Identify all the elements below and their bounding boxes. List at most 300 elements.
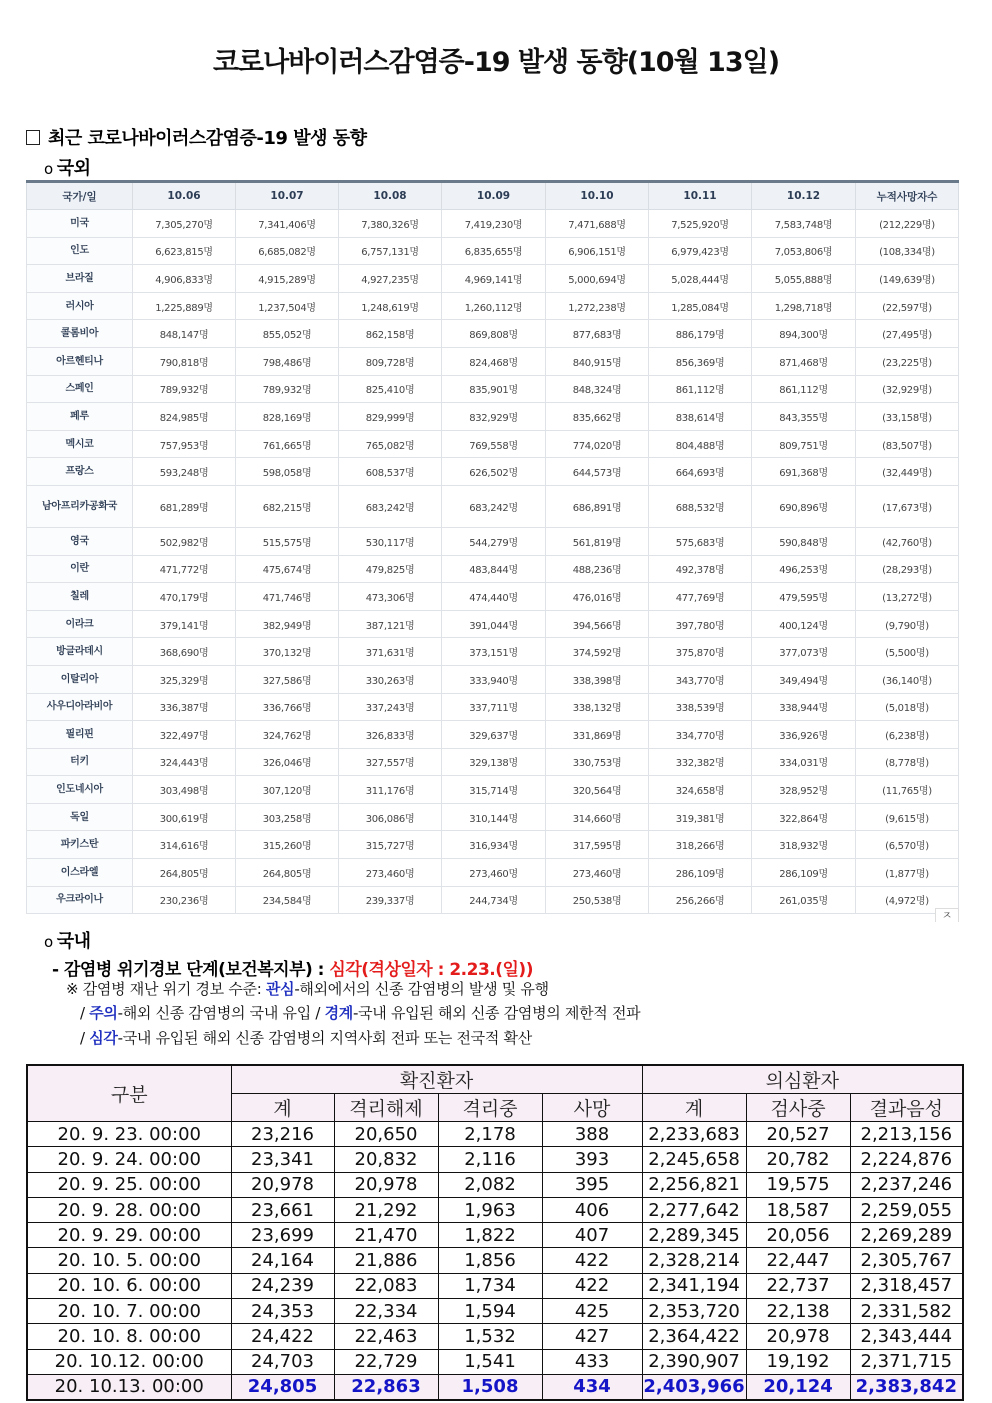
cumulative-deaths-cell: (28,293명) [856, 555, 959, 583]
page-title: 코로나바이러스감염증-19 발생 동향(10월 13일) [212, 47, 780, 78]
cumulative-deaths-cell: (4,972명) [856, 886, 959, 914]
cumulative-deaths-cell: (36,140명) [856, 665, 959, 693]
cases-cell: 496,253명 [752, 555, 856, 583]
count-cell: 1,508 [438, 1374, 542, 1399]
cases-cell: 338,539명 [649, 693, 752, 721]
table-row [27, 886, 959, 914]
deaths-header: 사망 [542, 1094, 642, 1122]
country-name: 이란 [27, 555, 133, 583]
cases-cell: 6,623,815명 [133, 237, 236, 265]
count-cell: 20,978 [334, 1172, 438, 1197]
cases-cell: 590,848명 [752, 527, 856, 555]
cases-cell: 320,564명 [546, 776, 649, 804]
country-name: 파키스탄 [27, 831, 133, 859]
count-cell: 2,289,345 [642, 1223, 746, 1248]
table-row [27, 803, 959, 831]
cases-cell: 686,891명 [546, 485, 649, 527]
count-cell: 22,729 [334, 1349, 438, 1374]
alert-level-line: - 감염병 위기경보 단계(보건복지부) : 심각(격상일자 : 2.23.(일)) [52, 960, 533, 980]
cases-cell: 315,260명 [236, 831, 339, 859]
cases-cell: 862,158명 [339, 320, 442, 348]
cumulative-deaths-cell: (8,778명) [856, 748, 959, 776]
category-header: 구분 [27, 1065, 231, 1122]
cases-cell: 798,486명 [236, 347, 339, 375]
cases-cell: 331,869명 [546, 721, 649, 749]
cases-cell: 343,770명 [649, 665, 752, 693]
count-cell: 24,805 [231, 1374, 334, 1399]
cases-cell: 230,236명 [133, 886, 236, 914]
cases-cell: 315,727명 [339, 831, 442, 859]
cases-cell: 530,117명 [339, 527, 442, 555]
country-date-header: 국가/일 [27, 182, 133, 210]
cases-cell: 6,979,423명 [649, 237, 752, 265]
cumulative-deaths-cell: (6,238명) [856, 721, 959, 749]
level-name-caution: 주의 [89, 1004, 118, 1022]
cases-cell: 483,844명 [442, 555, 546, 583]
cases-cell: 690,896명 [752, 485, 856, 527]
alert-note-line-1: ※ 감염병 재난 위기 경보 수준: 관심-해외에서의 신종 감염병의 발생 및 유행 [66, 980, 549, 998]
cases-cell: 316,934명 [442, 831, 546, 859]
date-cell: 20. 9. 29. 00:00 [27, 1223, 231, 1248]
cases-cell: 239,337명 [339, 886, 442, 914]
table-row [27, 1299, 963, 1324]
count-cell: 2,305,767 [850, 1248, 963, 1273]
cases-cell: 593,248명 [133, 458, 236, 486]
cases-cell: 264,805명 [133, 859, 236, 887]
count-cell: 1,541 [438, 1349, 542, 1374]
cases-cell: 886,179명 [649, 320, 752, 348]
cases-cell: 869,808명 [442, 320, 546, 348]
date-cell: 20. 9. 28. 00:00 [27, 1197, 231, 1222]
cases-cell: 894,300명 [752, 320, 856, 348]
cases-cell: 5,028,444명 [649, 265, 752, 293]
cases-cell: 7,525,920명 [649, 210, 752, 238]
cases-cell: 394,566명 [546, 610, 649, 638]
count-cell: 2,403,966 [642, 1374, 746, 1399]
table-row [27, 210, 959, 238]
foreign-heading: ο 국외 [44, 158, 91, 179]
domestic-heading: ο 국내 [44, 931, 91, 952]
cases-cell: 318,932명 [752, 831, 856, 859]
count-cell: 406 [542, 1197, 642, 1222]
count-cell: 1,594 [438, 1299, 542, 1324]
alert-level-value: 심각(격상일자 : 2.23.(일)) [329, 960, 533, 980]
cases-cell: 809,751명 [752, 430, 856, 458]
cases-cell: 306,086명 [339, 803, 442, 831]
count-cell: 20,124 [746, 1374, 850, 1399]
date-cell: 20. 10.12. 00:00 [27, 1349, 231, 1374]
cases-cell: 828,169명 [236, 403, 339, 431]
cases-cell: 379,141명 [133, 610, 236, 638]
country-name: 이탈리아 [27, 665, 133, 693]
country-name: 페루 [27, 403, 133, 431]
cases-cell: 250,538명 [546, 886, 649, 914]
count-cell: 1,963 [438, 1197, 542, 1222]
count-cell: 2,213,156 [850, 1122, 963, 1147]
table-row [27, 403, 959, 431]
cases-cell: 374,592명 [546, 638, 649, 666]
cases-cell: 382,949명 [236, 610, 339, 638]
country-name: 브라질 [27, 265, 133, 293]
count-cell: 2,178 [438, 1122, 542, 1147]
country-name: 멕시코 [27, 430, 133, 458]
count-cell: 422 [542, 1248, 642, 1273]
count-cell: 2,233,683 [642, 1122, 746, 1147]
date-cell: 20. 10. 7. 00:00 [27, 1299, 231, 1324]
cases-cell: 825,410명 [339, 375, 442, 403]
cases-cell: 683,242명 [442, 485, 546, 527]
country-name: 인도 [27, 237, 133, 265]
count-cell: 21,470 [334, 1223, 438, 1248]
cases-cell: 264,805명 [236, 859, 339, 887]
cases-cell: 488,236명 [546, 555, 649, 583]
count-cell: 22,138 [746, 1299, 850, 1324]
count-cell: 1,532 [438, 1324, 542, 1349]
cases-cell: 761,665명 [236, 430, 339, 458]
cases-cell: 474,440명 [442, 583, 546, 611]
country-name: 사우디아라비아 [27, 693, 133, 721]
cases-cell: 479,595명 [752, 583, 856, 611]
table-row [27, 665, 959, 693]
count-cell: 2,328,214 [642, 1248, 746, 1273]
cases-cell: 334,770명 [649, 721, 752, 749]
cases-cell: 856,369명 [649, 347, 752, 375]
count-cell: 2,116 [438, 1147, 542, 1172]
testing-header: 검사중 [746, 1094, 850, 1122]
cumulative-deaths-cell: (23,225명) [856, 347, 959, 375]
cases-cell: 336,766명 [236, 693, 339, 721]
cases-cell: 322,497명 [133, 721, 236, 749]
cases-cell: 7,305,270명 [133, 210, 236, 238]
level-name-serious: 심각 [89, 1029, 118, 1047]
cases-cell: 832,929명 [442, 403, 546, 431]
count-cell: 21,292 [334, 1197, 438, 1222]
cases-cell: 691,368명 [752, 458, 856, 486]
cases-cell: 824,985명 [133, 403, 236, 431]
cases-cell: 324,443명 [133, 748, 236, 776]
cases-cell: 326,833명 [339, 721, 442, 749]
cases-cell: 877,683명 [546, 320, 649, 348]
cases-cell: 688,532명 [649, 485, 752, 527]
table-row [27, 430, 959, 458]
country-name: 이스라엘 [27, 859, 133, 887]
cases-cell: 861,112명 [752, 375, 856, 403]
cases-cell: 835,662명 [546, 403, 649, 431]
cases-cell: 683,242명 [339, 485, 442, 527]
table-row [27, 347, 959, 375]
cases-cell: 848,147명 [133, 320, 236, 348]
cases-cell: 327,557명 [339, 748, 442, 776]
count-cell: 22,447 [746, 1248, 850, 1273]
cases-cell: 397,780명 [649, 610, 752, 638]
cases-cell: 307,120명 [236, 776, 339, 804]
cumulative-deaths-cell: (1,877명) [856, 859, 959, 887]
cumulative-deaths-cell: (212,229명) [856, 210, 959, 238]
count-cell: 2,082 [438, 1172, 542, 1197]
cases-cell: 329,637명 [442, 721, 546, 749]
count-cell: 2,245,658 [642, 1147, 746, 1172]
cases-cell: 475,674명 [236, 555, 339, 583]
count-cell: 2,364,422 [642, 1324, 746, 1349]
date-column-header: 10.12 [752, 182, 856, 210]
cases-cell: 664,693명 [649, 458, 752, 486]
cases-cell: 598,058명 [236, 458, 339, 486]
country-name: 인도네시아 [27, 776, 133, 804]
count-cell: 2,277,642 [642, 1197, 746, 1222]
cases-cell: 5,000,694명 [546, 265, 649, 293]
circle-bullet-icon: ο [44, 160, 53, 178]
count-cell: 433 [542, 1349, 642, 1374]
country-name: 콜롬비아 [27, 320, 133, 348]
cumulative-deaths-cell: (5,500명) [856, 638, 959, 666]
count-cell: 19,575 [746, 1172, 850, 1197]
table-row [27, 583, 959, 611]
country-name: 이라크 [27, 610, 133, 638]
cases-cell: 871,468명 [752, 347, 856, 375]
cases-cell: 328,952명 [752, 776, 856, 804]
cases-cell: 7,471,688명 [546, 210, 649, 238]
cases-cell: 544,279명 [442, 527, 546, 555]
count-cell: 18,587 [746, 1197, 850, 1222]
count-cell: 395 [542, 1172, 642, 1197]
cases-cell: 286,109명 [649, 859, 752, 887]
cases-cell: 336,387명 [133, 693, 236, 721]
table-row [27, 375, 959, 403]
cases-cell: 790,818명 [133, 347, 236, 375]
confirmed-group-header: 확진환자 [231, 1065, 642, 1094]
cumulative-deaths-cell: (17,673명) [856, 485, 959, 527]
count-cell: 2,259,055 [850, 1197, 963, 1222]
count-cell: 425 [542, 1299, 642, 1324]
alert-note-line-2: / 주의-해외 신종 감염병의 국내 유입 / 경계-국내 유입된 해외 신종 감염병의 제한적 전파 [80, 1004, 641, 1022]
cases-cell: 400,124명 [752, 610, 856, 638]
count-cell: 23,216 [231, 1122, 334, 1147]
cases-cell: 765,082명 [339, 430, 442, 458]
cumulative-deaths-cell: (13,272명) [856, 583, 959, 611]
count-cell: 1,734 [438, 1273, 542, 1298]
table-row [27, 776, 959, 804]
count-cell: 21,886 [334, 1248, 438, 1273]
cumulative-deaths-header: 누적사망자수 [856, 182, 959, 210]
cases-cell: 319,381명 [649, 803, 752, 831]
cases-cell: 476,016명 [546, 583, 649, 611]
country-name: 칠레 [27, 583, 133, 611]
country-name: 러시아 [27, 292, 133, 320]
count-cell: 2,343,444 [850, 1324, 963, 1349]
domestic-cases-table [26, 1064, 964, 1401]
count-cell: 2,237,246 [850, 1172, 963, 1197]
count-cell: 24,239 [231, 1273, 334, 1298]
cases-cell: 835,901명 [442, 375, 546, 403]
cases-cell: 4,927,235명 [339, 265, 442, 293]
country-name: 터키 [27, 748, 133, 776]
date-cell: 20. 9. 25. 00:00 [27, 1172, 231, 1197]
cases-cell: 244,734명 [442, 886, 546, 914]
cases-cell: 338,944명 [752, 693, 856, 721]
cases-cell: 368,690명 [133, 638, 236, 666]
scroll-top-button[interactable]: ㅈ [935, 908, 959, 922]
cases-cell: 471,746명 [236, 583, 339, 611]
cases-cell: 311,176명 [339, 776, 442, 804]
cases-cell: 6,757,131명 [339, 237, 442, 265]
country-name: 독일 [27, 803, 133, 831]
cases-cell: 1,260,112명 [442, 292, 546, 320]
cases-cell: 848,324명 [546, 375, 649, 403]
suspected-group-header: 의심환자 [642, 1065, 963, 1094]
cases-cell: 1,298,718명 [752, 292, 856, 320]
date-cell: 20. 9. 24. 00:00 [27, 1147, 231, 1172]
cases-cell: 681,289명 [133, 485, 236, 527]
count-cell: 2,256,821 [642, 1172, 746, 1197]
country-name: 아르헨티나 [27, 347, 133, 375]
cases-cell: 1,248,619명 [339, 292, 442, 320]
cases-cell: 375,870명 [649, 638, 752, 666]
cases-cell: 327,586명 [236, 665, 339, 693]
count-cell: 427 [542, 1324, 642, 1349]
cases-cell: 774,020명 [546, 430, 649, 458]
cases-cell: 843,355명 [752, 403, 856, 431]
date-cell: 20. 10. 5. 00:00 [27, 1248, 231, 1273]
cumulative-deaths-cell: (6,570명) [856, 831, 959, 859]
count-cell: 22,737 [746, 1273, 850, 1298]
table-row [27, 831, 959, 859]
isolated-header: 격리중 [438, 1094, 542, 1122]
cases-cell: 387,121명 [339, 610, 442, 638]
table-row [27, 859, 959, 887]
cases-cell: 682,215명 [236, 485, 339, 527]
cases-cell: 337,711명 [442, 693, 546, 721]
count-cell: 1,856 [438, 1248, 542, 1273]
cases-cell: 1,237,504명 [236, 292, 339, 320]
date-column-header: 10.10 [546, 182, 649, 210]
cumulative-deaths-cell: (42,760명) [856, 527, 959, 555]
cases-cell: 330,753명 [546, 748, 649, 776]
cases-cell: 1,225,889명 [133, 292, 236, 320]
count-cell: 23,661 [231, 1197, 334, 1222]
count-cell: 20,056 [746, 1223, 850, 1248]
cases-cell: 324,762명 [236, 721, 339, 749]
cumulative-deaths-cell: (9,615명) [856, 803, 959, 831]
count-cell: 2,390,907 [642, 1349, 746, 1374]
country-name: 필리핀 [27, 721, 133, 749]
cases-cell: 334,031명 [752, 748, 856, 776]
cases-cell: 479,825명 [339, 555, 442, 583]
cases-cell: 273,460명 [339, 859, 442, 887]
cumulative-deaths-cell: (11,765명) [856, 776, 959, 804]
cases-cell: 317,595명 [546, 831, 649, 859]
table-row [27, 485, 959, 527]
country-name: 남아프리카공화국 [27, 485, 133, 527]
cases-cell: 861,112명 [649, 375, 752, 403]
count-cell: 407 [542, 1223, 642, 1248]
square-bullet-icon [26, 130, 40, 145]
cases-cell: 337,243명 [339, 693, 442, 721]
table-row [27, 237, 959, 265]
country-name: 프랑스 [27, 458, 133, 486]
count-cell: 2,341,194 [642, 1273, 746, 1298]
cases-cell: 315,714명 [442, 776, 546, 804]
cumulative-deaths-cell: (32,929명) [856, 375, 959, 403]
count-cell: 422 [542, 1273, 642, 1298]
country-name: 미국 [27, 210, 133, 238]
cases-cell: 349,494명 [752, 665, 856, 693]
count-cell: 2,353,720 [642, 1299, 746, 1324]
domestic-group-header-row [27, 1065, 963, 1094]
cases-cell: 273,460명 [546, 859, 649, 887]
cases-cell: 471,772명 [133, 555, 236, 583]
count-cell: 2,383,842 [850, 1374, 963, 1399]
count-cell: 22,463 [334, 1324, 438, 1349]
count-cell: 20,782 [746, 1147, 850, 1172]
level-name-alert: 경계 [324, 1004, 353, 1022]
count-cell: 24,353 [231, 1299, 334, 1324]
cumulative-deaths-cell: (27,495명) [856, 320, 959, 348]
cases-cell: 318,266명 [649, 831, 752, 859]
table-row [27, 610, 959, 638]
cases-cell: 330,263명 [339, 665, 442, 693]
cases-cell: 644,573명 [546, 458, 649, 486]
table-row [27, 292, 959, 320]
cumulative-deaths-cell: (149,639명) [856, 265, 959, 293]
cases-cell: 338,398명 [546, 665, 649, 693]
count-cell: 1,822 [438, 1223, 542, 1248]
count-cell: 22,863 [334, 1374, 438, 1399]
cases-cell: 303,498명 [133, 776, 236, 804]
count-cell: 20,978 [231, 1172, 334, 1197]
table-row [27, 555, 959, 583]
suspected-total-header: 계 [642, 1094, 746, 1122]
count-cell: 24,422 [231, 1324, 334, 1349]
section-title: 최근 코로나바이러스감염증-19 발생 동향 [48, 128, 367, 149]
table-row [27, 748, 959, 776]
table-row [27, 1147, 963, 1172]
confirmed-total-header: 계 [231, 1094, 334, 1122]
table-row [27, 638, 959, 666]
table-row [27, 721, 959, 749]
cases-cell: 333,940명 [442, 665, 546, 693]
date-cell: 20. 10. 6. 00:00 [27, 1273, 231, 1298]
cumulative-deaths-cell: (83,507명) [856, 430, 959, 458]
cases-cell: 7,380,326명 [339, 210, 442, 238]
cases-cell: 6,835,655명 [442, 237, 546, 265]
date-column-header: 10.09 [442, 182, 546, 210]
cases-cell: 6,906,151명 [546, 237, 649, 265]
date-column-header: 10.06 [133, 182, 236, 210]
cases-cell: 256,266명 [649, 886, 752, 914]
foreign-header-row [27, 182, 959, 210]
cases-cell: 373,151명 [442, 638, 546, 666]
table-row [27, 1248, 963, 1273]
negative-header: 결과음성 [850, 1094, 963, 1122]
table-row [27, 1197, 963, 1222]
cases-cell: 332,382명 [649, 748, 752, 776]
count-cell: 22,083 [334, 1273, 438, 1298]
cases-cell: 7,583,748명 [752, 210, 856, 238]
cases-cell: 234,584명 [236, 886, 339, 914]
cases-cell: 769,558명 [442, 430, 546, 458]
cases-cell: 492,378명 [649, 555, 752, 583]
cases-cell: 757,953명 [133, 430, 236, 458]
cases-cell: 575,683명 [649, 527, 752, 555]
cases-cell: 370,132명 [236, 638, 339, 666]
cases-cell: 855,052명 [236, 320, 339, 348]
table-row [27, 1349, 963, 1374]
date-column-header: 10.11 [649, 182, 752, 210]
count-cell: 20,978 [746, 1324, 850, 1349]
table-row [27, 265, 959, 293]
table-row [27, 320, 959, 348]
cumulative-deaths-cell: (22,597명) [856, 292, 959, 320]
